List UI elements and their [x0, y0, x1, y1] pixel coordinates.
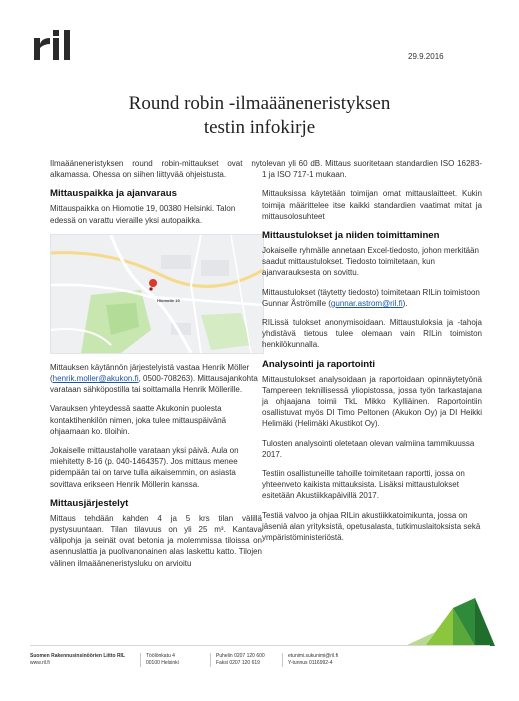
contact-text-pre: Mittauksen käytännön järjestelyistä vastaa Henrik Möller (: [50, 362, 250, 384]
contact-text-post: , 0500-708263). Mittausajankohta varataan sähköpostilla tai soittamalla Henrik Möllerille.: [50, 374, 258, 395]
heading-place: Mittauspaikka ja ajanvaraus: [50, 188, 177, 200]
heading-results: Mittaustulokset ja niiden toimittaminen: [262, 230, 440, 242]
footer-org: [30, 653, 125, 667]
footer-phone-number: Puhelin 0207 120 600: [216, 653, 265, 659]
heading-analysis: Analysointi ja raportointi: [262, 358, 376, 370]
footer-org-name: Suomen Rakennusinsinöörien Liitto RIL: [30, 653, 126, 659]
deliver-text-post: ).: [402, 298, 408, 308]
map-graphic: [51, 235, 263, 353]
contact-email-link[interactable]: henrik.moller@akukon.fi: [52, 374, 139, 384]
day-paragraph: Jokaiselle mittaustaholle varataan yksi päivä. Aula on miehitetty 8-16 (p. 040-1464357). Jos mittaus menee pidempään tai on tarve tulla aikaisemmin, on asiasta sovittava erikseen Henrik Möllerin kanssa.: [50, 446, 239, 489]
footer-web[interactable]: www.ril.fi: [30, 660, 50, 666]
results-paragraph: Jokaiselle ryhmälle annetaan Excel-tiedosto, johon merkitään saadut mittaustulokset. Tiedosto toimitetaan, kun ajanvarauksesta on sovittu.: [262, 246, 480, 278]
right-column: [262, 158, 482, 551]
footer-address: [140, 653, 179, 667]
footer-contact: [282, 653, 338, 667]
title-line-1: Round robin -ilmaääneneristyksen: [128, 93, 391, 114]
footer-phone: [210, 653, 265, 667]
footer-divider: [30, 645, 490, 646]
observe-paragraph: Testiä valvoo ja ohjaa RILin akustiikkatoimikunta, jossa on jäseniä alan yrityksistä, opetusalasta, tutkimuslaitoksista sekä ympäristöministeriöstä.: [262, 510, 481, 543]
footer-ytunnus: Y-tunnus 0116992-4: [288, 660, 333, 666]
deliver-text-pre: Mittaustulokset (täytetty tiedosto) toimitetaan RILin toimistoon Gunnar Åströmille (: [262, 287, 480, 308]
place-paragraph: Mittauspaikka on Hiomotie 19, 00380 Helsinki. Talon edessä on varattu vieraille yksi autopaikka.: [50, 204, 236, 225]
arrangements-paragraph: Mittaus tehdään kahden 4 ja 5 krs tilan välillä pystysuuntaan. Tilan tilavuus on yli 25 m³. Kantava välipohja ja seinät ovat betonia ja molemmissa tiloissa on asennuslattia ja puolivanonainen alas laskettu katto. Tilojen välinen ilmaääneneristysluku on arvioitu: [50, 513, 262, 568]
ril-logo: [32, 28, 74, 62]
title-line-2: testin infokirje: [203, 117, 316, 138]
booking-paragraph: Varauksen yhteydessä saatte Akukonin puolesta kontaktihenkilön nimen, joka tulee mittauspäivänä ohjaamaan ko. tiloihin.: [50, 404, 227, 436]
continued-paragraph: olevan yli 60 dB. Mittaus suoritetaan standardien ISO 16283-1 ja ISO 717-1 mukaan.: [262, 159, 482, 180]
schedule-paragraph: Tulosten analysointi oletetaan olevan valmiina tammikuussa 2017.: [262, 438, 475, 459]
map-label: Hiomotie 19: [157, 297, 180, 303]
contact-paragraph: [50, 362, 262, 396]
left-column: [50, 158, 262, 577]
report-paragraph: Testiin osallistuneille tahoille toimitetaan raportti, jossa on yhteenveto kaikista mittauksista. Lisäksi mittaustulokset esitetään Akustiikkapäivillä 2017.: [262, 469, 465, 501]
document-title: [0, 92, 519, 140]
footer-fax-number: Faksi 0207 120 619: [216, 660, 260, 666]
anon-paragraph: RILissä tulokset anonymisoidaan. Mittaustuloksia ja -tahoja yhdistävä tietous tulee olemaan vain RILin toimiston henkilökunnalla.: [262, 318, 482, 350]
heading-arrangements: Mittausjärjestelyt: [50, 497, 129, 509]
location-map: [50, 234, 264, 354]
footer-address-1: Töölönkatu 4: [146, 653, 175, 659]
deliver-paragraph: [262, 287, 482, 309]
footer-email[interactable]: etunimi.sukunimi@ril.fi: [288, 653, 339, 659]
document-date: 29.9.2016: [408, 52, 444, 61]
deliver-email-link[interactable]: gunnar.astrom@ril.fi: [330, 298, 403, 308]
footer-address-2: 00100 Helsinki: [146, 660, 179, 666]
intro-paragraph: Ilmaääneneristyksen round robin-mittaukset ovat nyt alkamassa. Ohessa on siihen liittyvää ohjeistusta.: [50, 159, 262, 180]
analysis-paragraph: Mittaustulokset analysoidaan ja raportoidaan opinnäytetyönä Tampereen teknillisessä yliopistossa, jossa työn tarkastajana ja ohjaajana toimii TkL Mikko Kylliäinen. Raportointiin osallistuvat myös DI Timo Peltonen (Akukon Oy) ja DI Heikki Helimäki (Helimäki Akustikot Oy).: [262, 374, 482, 429]
devices-paragraph: Mittauksissa käytetään toimijan omat mittauslaitteet. Kukin toimija määrittelee itse kaikki standardien vaatimat mitat ja mittausolosuhteet: [262, 189, 482, 221]
decorative-triangles: [405, 598, 495, 646]
